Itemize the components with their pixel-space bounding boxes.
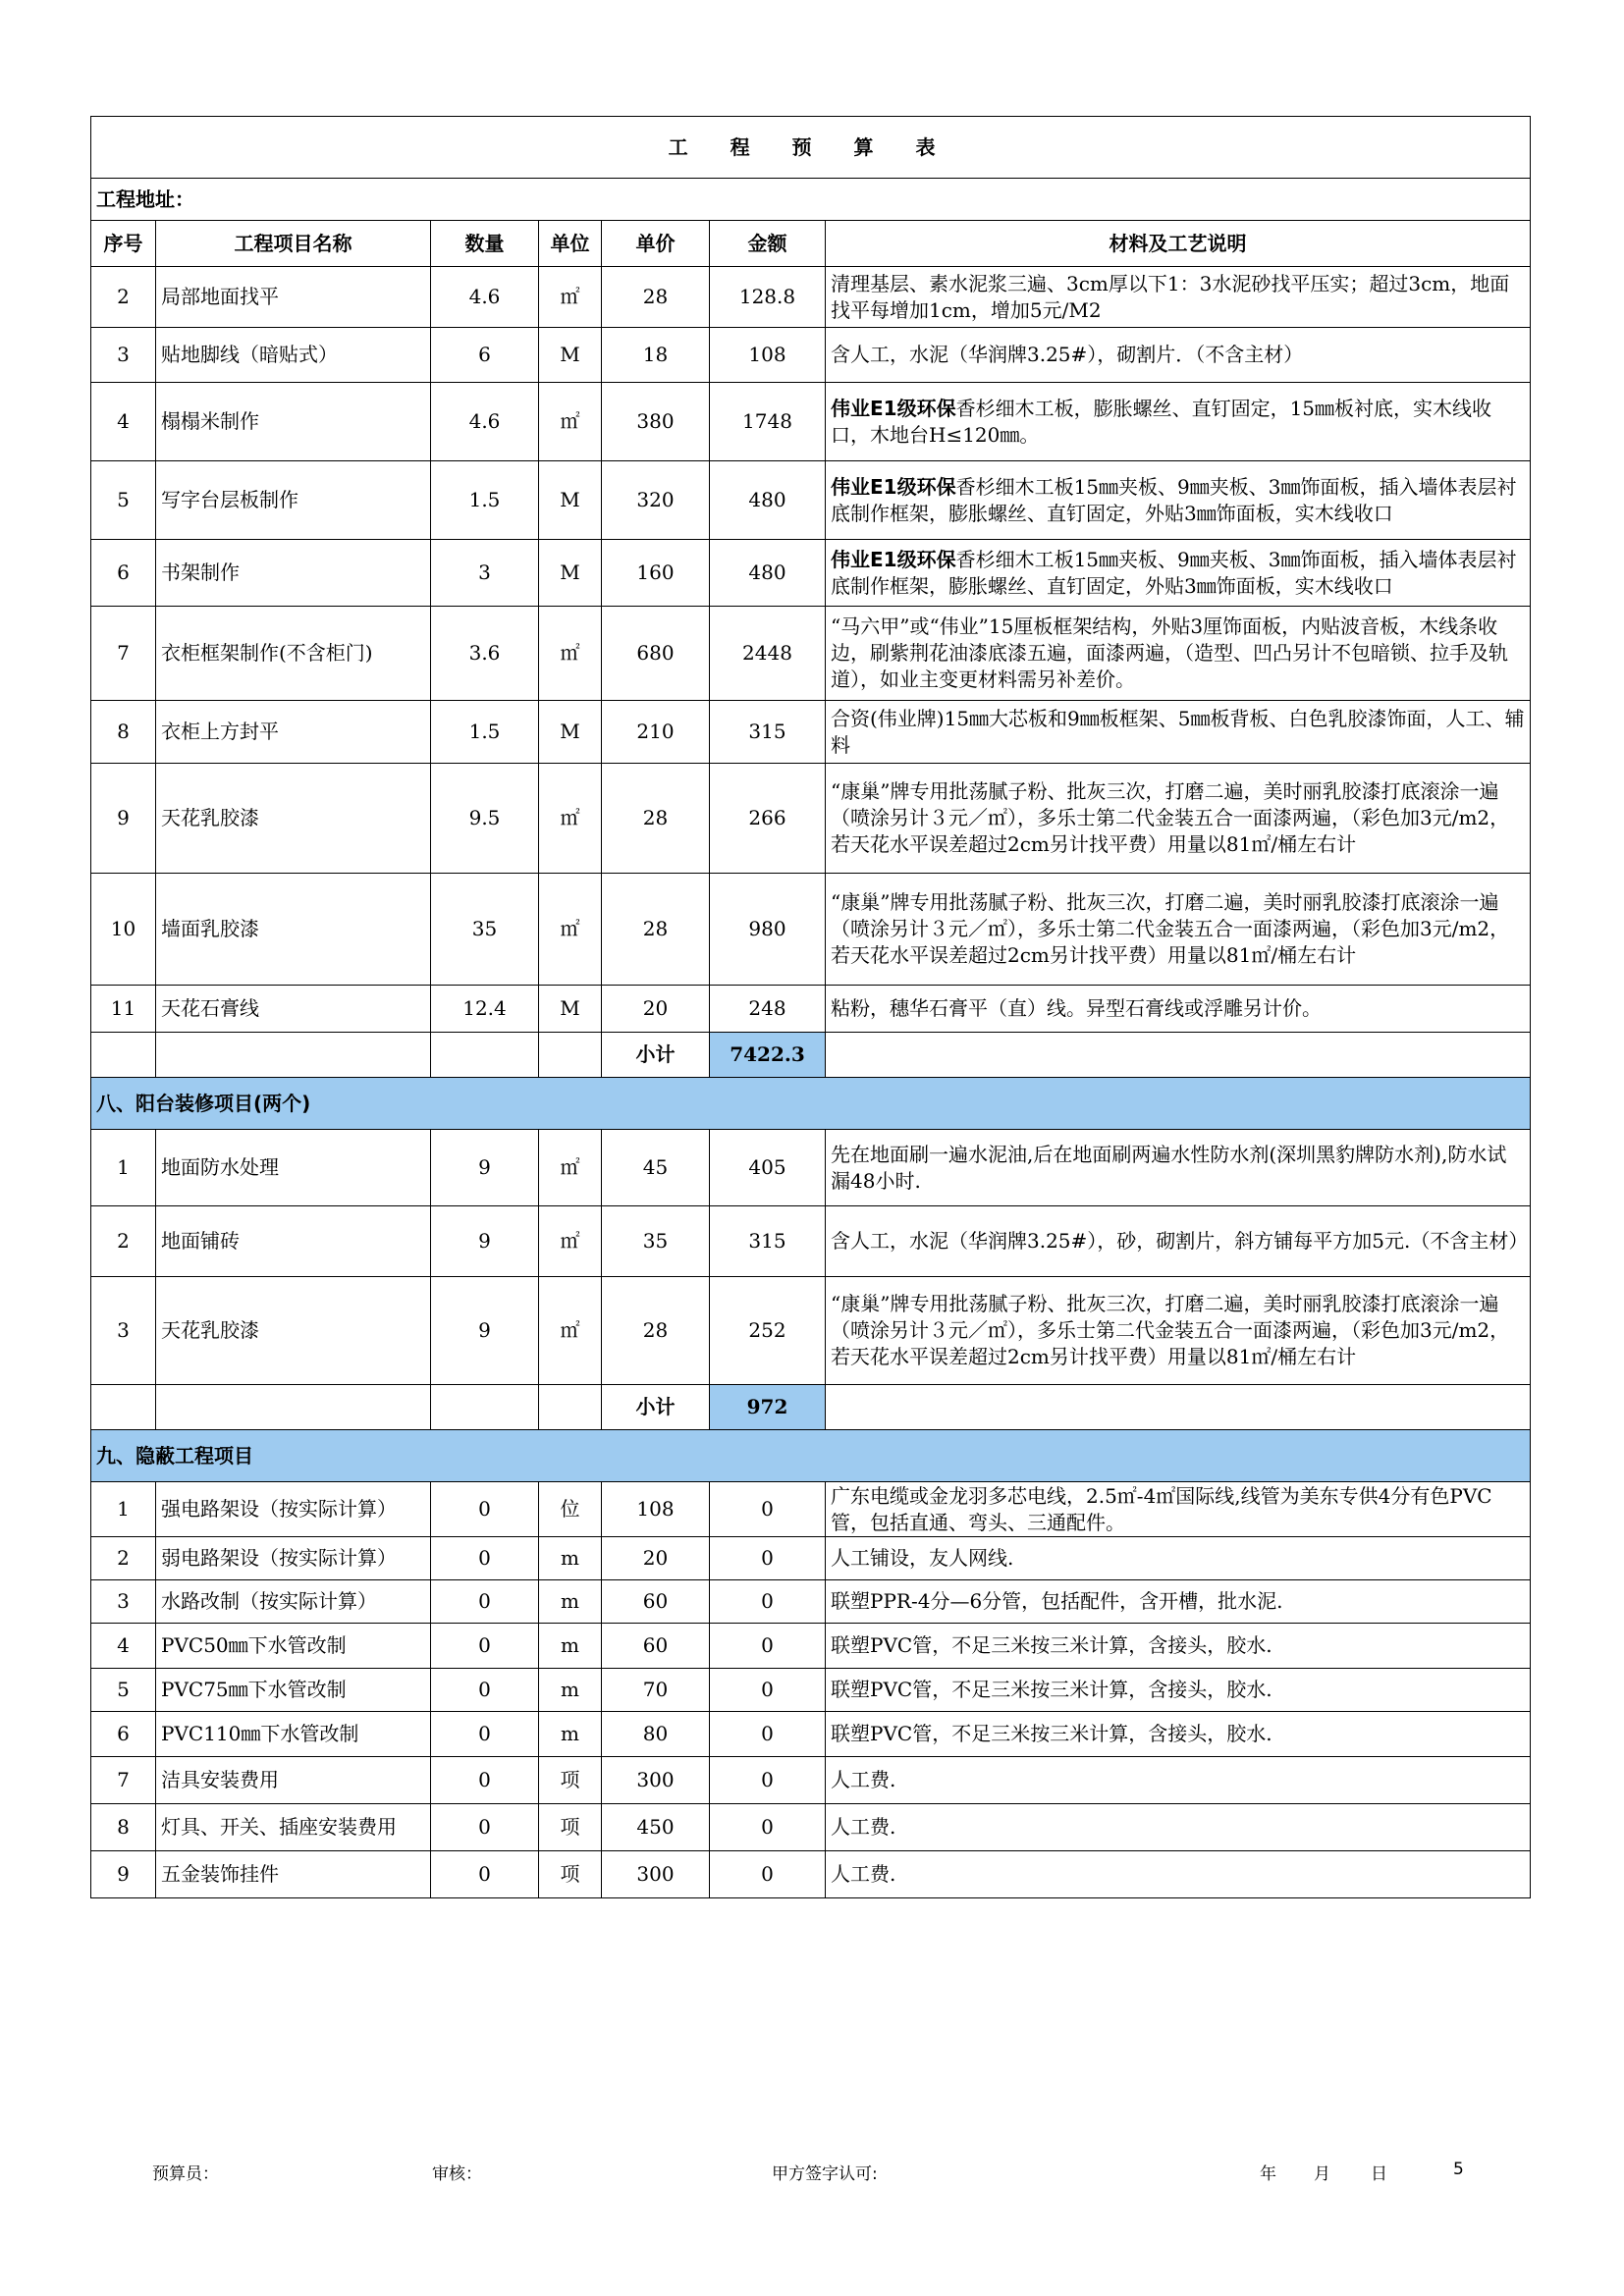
page-number: 5 xyxy=(1453,2160,1464,2179)
empty-cell xyxy=(156,1033,431,1078)
budgeter-label: 预算员： xyxy=(152,2164,219,2184)
cell-name: PVC75㎜下水管改制 xyxy=(156,1669,431,1712)
cell-qty: 3 xyxy=(431,540,539,607)
table-row xyxy=(91,607,1531,701)
cell-no: 2 xyxy=(91,1537,156,1580)
cell-price: 35 xyxy=(602,1206,710,1277)
cell-name: 榻榻米制作 xyxy=(156,383,431,461)
desc-text: “康巢”牌专用批荡腻子粉、批灰三次，打磨二遍，美时丽乳胶漆打底滚涂一遍（喷涂另计３元／㎡），多乐士第二代金装五合一面漆两遍，（彩色加3元/m2，若天花水平误差超过2cm另计找平费）用量以81㎡/桶左右计 xyxy=(831,779,1510,856)
brand-highlight: 伟业E1级环保 xyxy=(831,396,956,420)
cell-desc xyxy=(826,1757,1531,1804)
cell-price: 20 xyxy=(602,1537,710,1580)
section-title: 九、隐蔽工程项目 xyxy=(91,1430,1531,1482)
table-row xyxy=(91,267,1531,328)
cell-qty: 0 xyxy=(431,1757,539,1804)
cell-qty: 4.6 xyxy=(431,383,539,461)
cell-name: 天花乳胶漆 xyxy=(156,1277,431,1385)
desc-text: “康巢”牌专用批荡腻子粉、批灰三次，打磨二遍，美时丽乳胶漆打底滚涂一遍（喷涂另计３元／㎡），多乐士第二代金装五合一面漆两遍，（彩色加3元/m2，若天花水平误差超过2cm另计找平费）用量以81㎡/桶左右计 xyxy=(831,890,1510,967)
reviewer-label: 审核： xyxy=(432,2164,482,2184)
desc-text: 联塑PPR-4分—6分管，包括配件，含开槽，批水泥. xyxy=(831,1589,1283,1613)
empty-cell xyxy=(91,1033,156,1078)
cell-desc xyxy=(826,1580,1531,1624)
cell-unit: m xyxy=(539,1624,602,1669)
cell-price: 160 xyxy=(602,540,710,607)
cell-no: 8 xyxy=(91,701,156,764)
table-row xyxy=(91,383,1531,461)
cell-name: 天花石膏线 xyxy=(156,986,431,1033)
desc-text: 先在地面刷一遍水泥油,后在地面刷两遍水性防水剂(深圳黑豹牌防水剂),防水试漏48小时. xyxy=(831,1142,1507,1193)
project-address-label: 工程地址： xyxy=(91,179,1531,221)
cell-unit: 位 xyxy=(539,1482,602,1537)
cell-unit: ㎡ xyxy=(539,1206,602,1277)
cell-name: 贴地脚线（暗贴式） xyxy=(156,328,431,383)
table-row xyxy=(91,874,1531,986)
cell-no: 9 xyxy=(91,1851,156,1898)
cell-name: 地面铺砖 xyxy=(156,1206,431,1277)
section-row xyxy=(91,1430,1531,1482)
empty-cell xyxy=(431,1385,539,1430)
header-price: 单价 xyxy=(602,221,710,267)
cell-price: 60 xyxy=(602,1624,710,1669)
desc-text: 含人工，水泥（华润牌3.25#），砌割片．（不含主材） xyxy=(831,343,1304,366)
header-no: 序号 xyxy=(91,221,156,267)
cell-desc xyxy=(826,607,1531,701)
cell-amount: 252 xyxy=(710,1277,826,1385)
table-row xyxy=(91,328,1531,383)
table-title: 工 程 预 算 表 xyxy=(91,117,1531,179)
year-label: 年 xyxy=(1260,2164,1276,2184)
cell-amount: 0 xyxy=(710,1851,826,1898)
cell-desc xyxy=(826,874,1531,986)
table-row xyxy=(91,1130,1531,1206)
budget-table xyxy=(90,116,1531,1898)
table-row xyxy=(91,1624,1531,1669)
cell-desc xyxy=(826,267,1531,328)
desc-text: “康巢”牌专用批荡腻子粉、批灰三次，打磨二遍，美时丽乳胶漆打底滚涂一遍（喷涂另计３元／㎡），多乐士第二代金装五合一面漆两遍，（彩色加3元/m2，若天花水平误差超过2cm另计找平费）用量以81㎡/桶左右计 xyxy=(831,1292,1510,1368)
cell-qty: 1.5 xyxy=(431,701,539,764)
cell-amount: 0 xyxy=(710,1804,826,1851)
cell-no: 4 xyxy=(91,383,156,461)
cell-unit: 项 xyxy=(539,1804,602,1851)
header-unit: 单位 xyxy=(539,221,602,267)
cell-unit: M xyxy=(539,461,602,540)
table-row xyxy=(91,1712,1531,1757)
cell-amount: 480 xyxy=(710,461,826,540)
cell-unit: m xyxy=(539,1580,602,1624)
cell-amount: 0 xyxy=(710,1482,826,1537)
cell-no: 7 xyxy=(91,1757,156,1804)
cell-amount: 405 xyxy=(710,1130,826,1206)
cell-amount: 0 xyxy=(710,1757,826,1804)
cell-amount: 0 xyxy=(710,1669,826,1712)
cell-unit: ㎡ xyxy=(539,874,602,986)
cell-qty: 0 xyxy=(431,1804,539,1851)
empty-cell xyxy=(431,1033,539,1078)
cell-no: 6 xyxy=(91,1712,156,1757)
cell-unit: ㎡ xyxy=(539,607,602,701)
cell-qty: 12.4 xyxy=(431,986,539,1033)
cell-desc xyxy=(826,540,1531,607)
desc-text: 香杉细木工板，膨胀螺丝、直钉固定，15㎜板衬底，实木线收口，木地台H≤120㎜。 xyxy=(831,396,1492,447)
table-row xyxy=(91,1580,1531,1624)
cell-price: 20 xyxy=(602,986,710,1033)
cell-no: 2 xyxy=(91,1206,156,1277)
desc-text: 含人工，水泥（华润牌3.25#），砂，砌割片，斜方铺每平方加5元.（不含主材） xyxy=(831,1229,1529,1253)
cell-no: 3 xyxy=(91,1580,156,1624)
cell-price: 80 xyxy=(602,1712,710,1757)
cell-amount: 1748 xyxy=(710,383,826,461)
table-header-row xyxy=(91,221,1531,267)
cell-qty: 9 xyxy=(431,1277,539,1385)
cell-desc xyxy=(826,1130,1531,1206)
subtotal-label: 小计 xyxy=(602,1033,710,1078)
cell-amount: 0 xyxy=(710,1580,826,1624)
cell-qty: 9 xyxy=(431,1206,539,1277)
day-label: 日 xyxy=(1371,2164,1387,2184)
header-name: 工程项目名称 xyxy=(156,221,431,267)
cell-name: 灯具、开关、插座安装费用 xyxy=(156,1804,431,1851)
desc-text: 人工费. xyxy=(831,1862,896,1886)
table-row xyxy=(91,540,1531,607)
cell-price: 28 xyxy=(602,874,710,986)
cell-name: 强电路架设（按实际计算） xyxy=(156,1482,431,1537)
cell-no: 1 xyxy=(91,1130,156,1206)
cell-no: 9 xyxy=(91,764,156,874)
header-qty: 数量 xyxy=(431,221,539,267)
cell-amount: 480 xyxy=(710,540,826,607)
cell-desc xyxy=(826,764,1531,874)
cell-name: 局部地面找平 xyxy=(156,267,431,328)
month-label: 月 xyxy=(1314,2164,1330,2184)
cell-no: 8 xyxy=(91,1804,156,1851)
cell-name: 写字台层板制作 xyxy=(156,461,431,540)
cell-unit: M xyxy=(539,986,602,1033)
cell-unit: ㎡ xyxy=(539,383,602,461)
cell-no: 4 xyxy=(91,1624,156,1669)
desc-text: 联塑PVC管，不足三米按三米计算，含接头，胶水. xyxy=(831,1633,1272,1657)
cell-unit: ㎡ xyxy=(539,1277,602,1385)
section-row xyxy=(91,1078,1531,1130)
cell-price: 108 xyxy=(602,1482,710,1537)
desc-text: 联塑PVC管，不足三米按三米计算，含接头，胶水. xyxy=(831,1678,1272,1701)
cell-name: 书架制作 xyxy=(156,540,431,607)
client-sign-label: 甲方签字认可: xyxy=(772,2164,878,2184)
cell-name: 天花乳胶漆 xyxy=(156,764,431,874)
cell-desc xyxy=(826,1537,1531,1580)
cell-unit: M xyxy=(539,701,602,764)
cell-desc xyxy=(826,986,1531,1033)
cell-qty: 0 xyxy=(431,1669,539,1712)
cell-amount: 0 xyxy=(710,1537,826,1580)
cell-qty: 0 xyxy=(431,1851,539,1898)
empty-cell xyxy=(156,1385,431,1430)
cell-no: 6 xyxy=(91,540,156,607)
cell-desc xyxy=(826,461,1531,540)
cell-price: 18 xyxy=(602,328,710,383)
cell-price: 60 xyxy=(602,1580,710,1624)
desc-text: 香杉细木工板15㎜夹板、9㎜夹板、3㎜饰面板，插入墙体表层衬底制作框架，膨胀螺丝、直钉固定，外贴3㎜饰面板，实木线收口 xyxy=(831,474,1517,525)
table-row xyxy=(91,701,1531,764)
cell-qty: 0 xyxy=(431,1537,539,1580)
cell-desc xyxy=(826,328,1531,383)
cell-qty: 3.6 xyxy=(431,607,539,701)
cell-no: 3 xyxy=(91,328,156,383)
cell-price: 70 xyxy=(602,1669,710,1712)
cell-name: 墙面乳胶漆 xyxy=(156,874,431,986)
cell-name: 地面防水处理 xyxy=(156,1130,431,1206)
cell-qty: 0 xyxy=(431,1712,539,1757)
cell-desc xyxy=(826,1277,1531,1385)
cell-no: 3 xyxy=(91,1277,156,1385)
cell-price: 28 xyxy=(602,267,710,328)
desc-text: “马六甲”或“伟业”15厘板框架结构，外贴3厘饰面板，内贴波音板，木线条收边，刷紫荆花油漆底漆五遍，面漆两遍，（造型、凹凸另计不包暗锁、拉手及轨道），如业主变更材料需另补差价。 xyxy=(831,614,1508,691)
cell-price: 28 xyxy=(602,764,710,874)
empty-cell xyxy=(91,1385,156,1430)
cell-qty: 4.6 xyxy=(431,267,539,328)
cell-price: 300 xyxy=(602,1851,710,1898)
subtotal-row xyxy=(91,1033,1531,1078)
table-row xyxy=(91,1851,1531,1898)
cell-amount: 980 xyxy=(710,874,826,986)
cell-desc xyxy=(826,1669,1531,1712)
desc-text: 合资(伟业牌)15㎜大芯板和9㎜板框架、5㎜板背板、白色乳胶漆饰面，人工、辅料 xyxy=(831,706,1525,757)
cell-name: 弱电路架设（按实际计算） xyxy=(156,1537,431,1580)
desc-text: 广东电缆或金龙羽多芯电线，2.5㎡-4㎡国际线,线管为美东专供4分有色PVC管，包括直通、弯头、三通配件。 xyxy=(831,1483,1492,1534)
table-row xyxy=(91,764,1531,874)
subtotal-value: 7422.3 xyxy=(710,1033,826,1078)
cell-unit: 项 xyxy=(539,1851,602,1898)
empty-cell xyxy=(539,1033,602,1078)
cell-desc xyxy=(826,1482,1531,1537)
empty-cell xyxy=(826,1033,1531,1078)
brand-highlight: 伟业E1级环保 xyxy=(831,474,956,499)
section-title: 八、阳台装修项目(两个) xyxy=(91,1078,1531,1130)
cell-amount: 315 xyxy=(710,701,826,764)
cell-price: 210 xyxy=(602,701,710,764)
cell-desc xyxy=(826,701,1531,764)
cell-desc xyxy=(826,1206,1531,1277)
table-row xyxy=(91,1482,1531,1537)
desc-text: 人工费. xyxy=(831,1815,896,1839)
cell-price: 320 xyxy=(602,461,710,540)
table-row xyxy=(91,1669,1531,1712)
cell-qty: 0 xyxy=(431,1482,539,1537)
cell-no: 5 xyxy=(91,461,156,540)
subtotal-value: 972 xyxy=(710,1385,826,1430)
cell-name: PVC50㎜下水管改制 xyxy=(156,1624,431,1669)
cell-unit: 项 xyxy=(539,1757,602,1804)
table-row xyxy=(91,1206,1531,1277)
cell-qty: 1.5 xyxy=(431,461,539,540)
cell-no: 10 xyxy=(91,874,156,986)
header-desc: 材料及工艺说明 xyxy=(826,221,1531,267)
table-row xyxy=(91,1537,1531,1580)
cell-amount: 2448 xyxy=(710,607,826,701)
header-amount: 金额 xyxy=(710,221,826,267)
empty-cell xyxy=(539,1385,602,1430)
desc-text: 人工费. xyxy=(831,1768,896,1791)
cell-qty: 9.5 xyxy=(431,764,539,874)
desc-text: 清理基层、素水泥浆三遍、3cm厚以下1：3水泥砂找平压实；超过3cm，地面找平每增加1cm，增加5元/M2 xyxy=(831,271,1510,322)
cell-amount: 108 xyxy=(710,328,826,383)
cell-unit: m xyxy=(539,1712,602,1757)
table-row xyxy=(91,986,1531,1033)
cell-unit: ㎡ xyxy=(539,1130,602,1206)
cell-qty: 6 xyxy=(431,328,539,383)
table-row xyxy=(91,1804,1531,1851)
table-row xyxy=(91,461,1531,540)
cell-name: PVC110㎜下水管改制 xyxy=(156,1712,431,1757)
cell-name: 衣柜上方封平 xyxy=(156,701,431,764)
cell-name: 五金装饰挂件 xyxy=(156,1851,431,1898)
subtotal-row xyxy=(91,1385,1531,1430)
cell-unit: ㎡ xyxy=(539,764,602,874)
signature-footer xyxy=(0,2160,1624,2189)
cell-amount: 128.8 xyxy=(710,267,826,328)
cell-unit: M xyxy=(539,540,602,607)
cell-amount: 0 xyxy=(710,1624,826,1669)
cell-price: 300 xyxy=(602,1757,710,1804)
cell-amount: 0 xyxy=(710,1712,826,1757)
desc-text: 粘粉，穗华石膏平（直）线。异型石膏线或浮雕另计价。 xyxy=(831,996,1322,1020)
cell-qty: 0 xyxy=(431,1624,539,1669)
cell-no: 7 xyxy=(91,607,156,701)
cell-name: 洁具安装费用 xyxy=(156,1757,431,1804)
desc-text: 联塑PVC管，不足三米按三米计算，含接头，胶水. xyxy=(831,1722,1272,1745)
cell-name: 衣柜框架制作(不含柜门) xyxy=(156,607,431,701)
cell-no: 2 xyxy=(91,267,156,328)
cell-amount: 248 xyxy=(710,986,826,1033)
cell-desc xyxy=(826,1624,1531,1669)
cell-no: 11 xyxy=(91,986,156,1033)
cell-amount: 266 xyxy=(710,764,826,874)
brand-highlight: 伟业E1级环保 xyxy=(831,547,956,571)
cell-desc xyxy=(826,1804,1531,1851)
cell-qty: 9 xyxy=(431,1130,539,1206)
desc-text: 香杉细木工板15㎜夹板、9㎜夹板、3㎜饰面板，插入墙体表层衬底制作框架，膨胀螺丝、直钉固定，外贴3㎜饰面板，实木线收口 xyxy=(831,547,1517,598)
cell-no: 1 xyxy=(91,1482,156,1537)
cell-desc xyxy=(826,1712,1531,1757)
table-row xyxy=(91,1277,1531,1385)
cell-price: 45 xyxy=(602,1130,710,1206)
cell-unit: M xyxy=(539,328,602,383)
cell-qty: 0 xyxy=(431,1580,539,1624)
cell-unit: m xyxy=(539,1669,602,1712)
cell-qty: 35 xyxy=(431,874,539,986)
table-row xyxy=(91,1757,1531,1804)
empty-cell xyxy=(826,1385,1531,1430)
cell-desc xyxy=(826,1851,1531,1898)
cell-amount: 315 xyxy=(710,1206,826,1277)
cell-unit: ㎡ xyxy=(539,267,602,328)
subtotal-label: 小计 xyxy=(602,1385,710,1430)
cell-price: 28 xyxy=(602,1277,710,1385)
cell-price: 450 xyxy=(602,1804,710,1851)
cell-no: 5 xyxy=(91,1669,156,1712)
cell-price: 680 xyxy=(602,607,710,701)
desc-text: 人工铺设，友人网线. xyxy=(831,1546,1014,1570)
cell-desc xyxy=(826,383,1531,461)
cell-name: 水路改制（按实际计算） xyxy=(156,1580,431,1624)
cell-unit: m xyxy=(539,1537,602,1580)
cell-price: 380 xyxy=(602,383,710,461)
